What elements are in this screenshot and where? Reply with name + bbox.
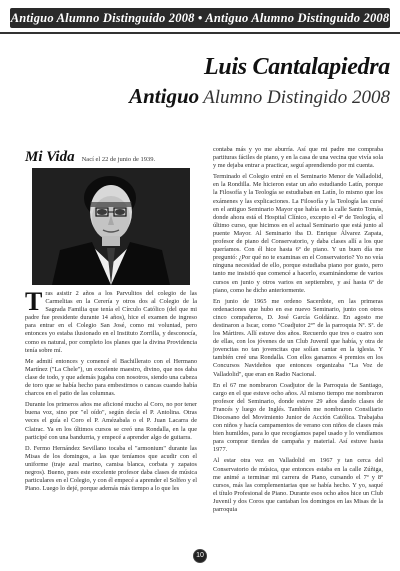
header-banner bbox=[0, 0, 400, 34]
left-column bbox=[25, 287, 197, 496]
paragraph: Durante los primeros años me aficioné mucho al Coro, no por tener buena voz, sino por "el oído", según decía el P. Antolina. Otras veces el guía el Coro el P. Amézabala o el P. Juan Lacarra de Clairac. Ya en los últimos cursos se creó una Rondalla, en la que participé con una bandurria, y empecé a aprender algo de guitarra. bbox=[25, 401, 197, 441]
paragraph: Me admití entonces y comencé el Bachillerato con el Hermano Martínez ("La Chele"), un excelente maestro, divino, que nos daba clase de todo, y que además jugaba con nosotros, siendo una cabeza de toro que se había hecho para embestirnos o cancas cuando había charcos en el patio de las columnas. bbox=[25, 357, 197, 398]
birth-line: Nací el 22 de junio de 1939. bbox=[81, 156, 156, 163]
section-title: Mi Vida bbox=[25, 149, 75, 165]
right-column bbox=[213, 146, 383, 517]
subtitle-bold: Antiguo bbox=[129, 84, 200, 108]
paragraph: En el 67 me nombraron Coadjutor de la Parroquia de Santiago, cargo en el que estuve ocho años. Al mismo tiempo me nombraron profesor del Seminario, donde estuve 29 años dando clases de Francés y luego de Inglés. También me nombraron Consiliario Diocesano del Movimiento Junior de Acción Católica. Trabajaba con niños y hacía campamentos de verano con niños de clases más bien humildes, para lo que recogíamos papel usado y lo vendíamos para comprar tiendas de campaña y material. Así estuve hasta 1977. bbox=[213, 381, 383, 454]
header-text: Antiguo Alumno Distinguido 2008 • Antiguo Alumno Distinguido 2008 bbox=[10, 11, 390, 25]
paragraph: En junio de 1965 me ordeno Sacerdote, en las primeras ordenaciones que hubo en ese nuevo Seminario, junto con otros cinco compañeros, D. José García Goldáraz. En agosto me destinaron a Iscar, como "Coadjutor 2º" de la parroquia Nª. Sª. de los Mártires. Allí estuve dos años. Recuerdo que tres o cuatro son de ellas, con los jóvenes de un Club Juvenil que había, y otra de jovencitas no tan jovencitas que solían cantar en la iglesia. Y también creé una Rondalla. Con ellos ganamos 4 premios en los Concursos Navideños que entonces organizaba "La Voz de Valladolid", que eran en Radio Nacional. bbox=[213, 297, 383, 378]
page-title: Luis Cantalapiedra bbox=[204, 54, 390, 80]
paragraph: Al estar otra vez en Valladolid en 1967 y tan cerca del Conservatorio de música, que entonces estaba en la calle Zúñiga, me animé a terminar mi carrera de Piano, cursando el 7º y 8º cursos, más las complementarias que se había hecho. Y yo, saqué el título Profesional de Piano. Durante esos ocho años hice un Club Juvenil y dos Coros que cantaban los domingos en las Misas de la parroquia bbox=[213, 457, 383, 514]
page-number: 10 bbox=[193, 549, 207, 563]
subtitle-rest: Alumno Distingido 2008 bbox=[203, 87, 390, 108]
portrait-photo bbox=[32, 168, 190, 285]
paragraph: Terminado el Colegio entré en el Seminario Menor de Valladolid, en la Rondilla. Me hicieron estar un año estudiando Latín, porque la Filosofía y la Teología se estudiaban en Latín, lo mismo que los exámenes y las explicaciones. La Filosofía y la Teología las cursé en el antiguo Seminario Mayor que había en la calle Santo Tomás, donde ahora está el Hospital Clínico, excepto el 4º de Teología, el último curso, que hicimos en el actual Seminario que está junto al puente Mayor. Al Seminario iba D. Enrique Álvarez Zapata, profesor de piano del Conservatorio, y daba clases allí a los que queríamos. Con él hice hasta 6º de piano. Y un buen día me preguntó: ¿Por qué no te examinas en el Conservatorio? Yo no veía ninguna necesidad de ello, porque estudiaba piano por gusto, pero tanto me insistió que comencé a hacerlo, examinándome de varios cursos en junio y otros varios en septiembre, y así hasta 6º de piano, como he dicho anteriormente. bbox=[213, 173, 383, 294]
paragraph: contaba más y yo me aburría. Así que mi padre me compraba partituras fáciles de piano, y en la casa de una vecina que vivía sola y me dejaba entrar a practicar, seguí aprendiendo por mi cuenta. bbox=[213, 146, 383, 170]
paragraph: Tras asistir 2 años a los Parvulitos del colegio de las Carmelitas en la Cerería y otros dos al Colegio de la Sagrada Familia que tenía el Círculo Católico (del que mi padre fue presidente durante 14 años), hice el examen de ingreso para entrar en el Colegio San José, como mi voluntad, pero entonces yo estaba ilusionado en el Instituto Zorrilla, y desconocía, como es natural, por completo los planes que la divina Providencia tenía sobre mí. bbox=[25, 287, 197, 354]
dropcap: T bbox=[25, 287, 43, 316]
section-heading bbox=[25, 148, 197, 166]
page-subtitle bbox=[90, 84, 390, 109]
paragraph: D. Fermo Hernández Sevillano tocaba el "armonium" durante las Misas de los domingos, a las que teníamos que acudir con el uniforme (traje azul marino, camisa blanca, corbata y zapatos negros). Bueno, pues este excelente profesor daba clases de música particulares en el Colegio, y con él empecé a aprender el Solfeo y el Piano. Luego lo dejé, porque además más tiempo a lo que les bbox=[25, 444, 197, 493]
